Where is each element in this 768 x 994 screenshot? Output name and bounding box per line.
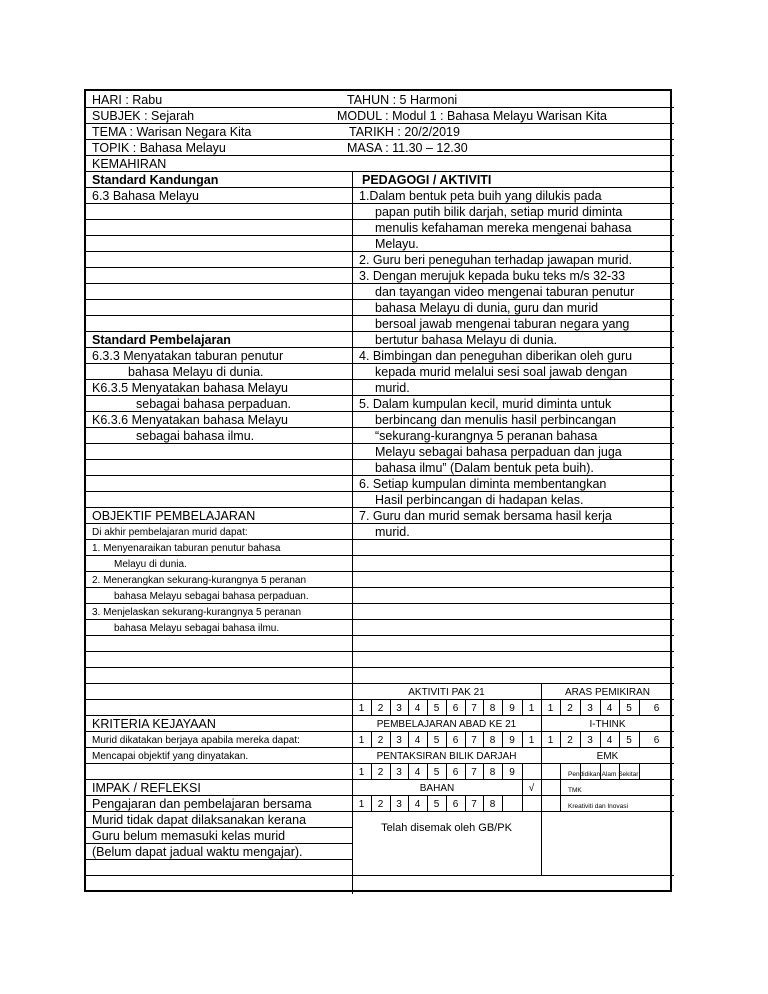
table-rule	[541, 763, 542, 779]
materials-number: 2	[377, 799, 384, 810]
table-rule	[86, 667, 352, 668]
table-rule	[86, 299, 352, 300]
21st-century-heading: PEMBELAJARAN ABAD KE 21	[376, 719, 517, 730]
objective-line: 2. Menerangkan sekurang-kurangnya 5 peranan	[92, 575, 307, 586]
success-criteria-line: Murid dikatakan berjaya apabila mereka dapat:	[92, 735, 300, 746]
pedagogy-line: bersoal jawab mengenai taburan negara yang	[375, 317, 630, 331]
table-rule	[352, 619, 674, 620]
materials-number: 1	[358, 799, 365, 810]
materials-number: 5	[433, 799, 440, 810]
content-standard-heading: Standard Kandungan	[92, 173, 219, 187]
scale-number: 2	[377, 767, 384, 778]
scale-number: 8	[489, 735, 496, 746]
table-rule	[352, 555, 674, 556]
theme-label: TEMA : Warisan Negara Kita	[92, 125, 252, 139]
table-rule	[86, 491, 352, 492]
table-rule	[86, 651, 352, 652]
table-rule	[86, 251, 352, 252]
reflection-line: (Belum dapat jadual waktu mengajar).	[92, 845, 303, 859]
materials-number: 3	[396, 799, 402, 810]
date-label: TARIKH : 20/2/2019	[349, 125, 460, 139]
table-rule	[522, 763, 523, 779]
learning-standard-line: bahasa Melayu di dunia.	[128, 365, 264, 379]
scale-number: 3	[587, 735, 593, 746]
table-rule	[86, 875, 352, 876]
scale-number: 6	[653, 703, 660, 714]
pedagogy-line: 3. Dengan merujuk kepada buku teks m/s 32-33	[359, 269, 626, 283]
materials-number: 8	[489, 799, 496, 810]
table-rule	[560, 763, 561, 779]
reflection-line: Guru belum memasuki kelas murid	[92, 829, 286, 843]
objectives-heading: OBJEKTIF PEMBELAJARAN	[92, 509, 256, 523]
scale-number: 1	[358, 767, 365, 778]
scale-number: 6	[452, 767, 459, 778]
pedagogy-line: kepada murid melalui sesi soal jawab dengan	[375, 365, 628, 379]
scale-number: 1	[528, 735, 535, 746]
scale-number: 9	[509, 735, 515, 746]
learning-standard-line: K6.3.6 Menyatakan bahasa Melayu	[92, 413, 288, 427]
materials-number: 4	[414, 799, 421, 810]
success-criteria-line: Mencapai objektif yang dinyatakan.	[92, 751, 249, 762]
scale-number: 1	[528, 703, 535, 714]
success-criteria-heading: KRITERIA KEJAYAAN	[92, 717, 216, 731]
creativity-label: Kreativiti dan Inovasi	[568, 803, 628, 810]
table-rule	[86, 171, 674, 172]
scale-number: 9	[509, 703, 515, 714]
table-rule	[352, 603, 674, 604]
reflection-heading: IMPAK / REFLEKSI	[92, 781, 201, 795]
table-rule	[86, 779, 352, 780]
table-rule	[86, 507, 352, 508]
pedagogy-line: murid.	[375, 525, 410, 539]
table-rule	[352, 667, 674, 668]
pedagogy-line: berbincang dan menulis hasil perbincangan	[375, 413, 617, 427]
table-rule	[352, 587, 674, 588]
pedagogy-line: 7. Guru dan murid semak bersama hasil kerja	[359, 509, 612, 523]
pedagogy-line: Hasil perbincangan di hadapan kelas.	[375, 493, 584, 507]
scale-number: 1	[358, 735, 365, 746]
scale-number: 2	[567, 735, 573, 746]
check-mark: √	[528, 783, 535, 794]
table-rule	[502, 795, 503, 811]
scale-number: 8	[489, 767, 496, 778]
pedagogy-line: 4. Bimbingan dan peneguhan diberikan oleh guru	[359, 349, 633, 363]
pak21-heading: AKTIVITI PAK 21	[408, 687, 485, 698]
learning-standard-line: K6.3.5 Menyatakan bahasa Melayu	[92, 381, 288, 395]
materials-number: 7	[471, 799, 477, 810]
objective-line: 1. Menyenaraikan taburan penutur bahasa	[92, 543, 281, 554]
pedagogy-line: 2. Guru beri peneguhan terhadap jawapan murid.	[359, 253, 633, 267]
pedagogy-line: bahasa Melayu di dunia, guru dan murid	[375, 301, 599, 315]
table-rule	[86, 267, 352, 268]
pedagogy-line: papan putih bilik darjah, setiap murid diminta	[375, 205, 623, 219]
reflection-line: Murid tidak dapat dilaksanakan kerana	[92, 813, 307, 827]
lesson-plan-table	[84, 89, 672, 892]
pedagogy-line: 5. Dalam kumpulan kecil, murid diminta untuk	[359, 397, 612, 411]
table-rule	[86, 715, 352, 716]
table-rule	[86, 283, 352, 284]
learning-standard-line: sebagai bahasa ilmu.	[136, 429, 255, 443]
pedagogy-heading: PEDAGOGI / AKTIVITI	[362, 173, 492, 187]
objective-line: bahasa Melayu sebagai bahasa ilmu.	[114, 623, 280, 634]
table-rule	[352, 571, 674, 572]
pedagogy-line: murid.	[375, 381, 410, 395]
objective-line: 3. Menjelaskan sekurang-kurangnya 5 peranan	[92, 607, 302, 618]
day-label: HARI : Rabu	[92, 93, 163, 107]
emk-heading: EMK	[596, 751, 619, 762]
scale-number: 7	[471, 767, 477, 778]
table-rule	[560, 779, 561, 811]
table-rule	[352, 651, 674, 652]
table-rule	[541, 795, 542, 811]
pedagogy-line: 6. Setiap kumpulan diminta membentangkan	[359, 477, 607, 491]
table-rule	[352, 875, 674, 876]
table-rule	[86, 459, 352, 460]
scale-number: 2	[377, 735, 384, 746]
objective-line: Melayu di dunia.	[114, 559, 187, 570]
scale-number: 4	[606, 703, 613, 714]
table-rule	[639, 763, 640, 779]
scale-number: 6	[452, 735, 459, 746]
pedagogy-line: menulis kefahaman mereka mengenai bahasa	[375, 221, 632, 235]
scale-number: 3	[396, 703, 402, 714]
scale-number: 7	[471, 735, 477, 746]
table-rule	[86, 219, 352, 220]
scale-number: 8	[489, 703, 496, 714]
scale-number: 1	[547, 703, 554, 714]
table-rule	[86, 315, 352, 316]
content-standard-item: 6.3 Bahasa Melayu	[92, 189, 200, 203]
ithink-heading: I-THINK	[589, 719, 626, 730]
scale-number: 3	[396, 735, 402, 746]
module-label: MODUL : Modul 1 : Bahasa Melayu Warisan Kita	[337, 109, 608, 123]
ict-label: TMK	[568, 787, 582, 794]
table-rule	[86, 331, 352, 332]
pedagogy-line: dan tayangan video mengenai taburan penutur	[375, 285, 635, 299]
class-label: TAHUN : 5 Harmoni	[347, 93, 458, 107]
pedagogy-line: Melayu.	[375, 237, 419, 251]
scale-number: 3	[396, 767, 402, 778]
pedagogy-line: bertutur bahasa Melayu di dunia.	[375, 333, 558, 347]
table-rule	[541, 811, 542, 875]
time-label: MASA : 11.30 – 12.30	[347, 141, 468, 155]
thinking-level-heading: ARAS PEMIKIRAN	[564, 687, 651, 698]
objective-line: bahasa Melayu sebagai bahasa perpaduan.	[114, 591, 309, 602]
scale-number: 5	[626, 735, 632, 746]
scale-number: 4	[414, 735, 421, 746]
classroom-assessment-heading: PENTAKSIRAN BILIK DARJAH	[376, 751, 517, 762]
materials-heading: BAHAN	[419, 783, 455, 794]
scale-number: 4	[414, 767, 421, 778]
pedagogy-line: 1.Dalam bentuk peta buih yang dilukis pada	[359, 189, 602, 203]
pedagogy-line: “sekurang-kurangnya 5 peranan bahasa	[375, 429, 598, 443]
table-rule	[352, 683, 674, 684]
table-rule	[86, 235, 352, 236]
materials-number: 6	[452, 799, 459, 810]
scale-number: 5	[433, 703, 440, 714]
pedagogy-line: Melayu sebagai bahasa perpaduan dan juga	[375, 445, 622, 459]
skills-label: KEMAHIRAN	[92, 157, 167, 171]
table-rule	[86, 683, 352, 684]
objectives-intro: Di akhir pembelajaran murid dapat:	[92, 527, 248, 538]
pedagogy-line: bahasa ilmu” (Dalam bentuk peta buih).	[375, 461, 594, 475]
scale-number: 5	[433, 767, 440, 778]
table-rule	[541, 779, 542, 795]
scale-number: 3	[587, 703, 593, 714]
subject-label: SUBJEK : Sejarah	[92, 109, 195, 123]
environment-education-label: Pendidikan Alam Sekitar	[568, 771, 639, 778]
learning-standard-line: 6.3.3 Menyatakan taburan penutur	[92, 349, 284, 363]
scale-number: 9	[509, 767, 515, 778]
topic-label: TOPIK : Bahasa Melayu	[92, 141, 226, 155]
scale-number: 4	[606, 735, 613, 746]
scale-number: 1	[547, 735, 554, 746]
scale-number: 2	[377, 703, 384, 714]
learning-standard-heading: Standard Pembelajaran	[92, 333, 231, 347]
scale-number: 6	[452, 703, 459, 714]
scale-number: 2	[567, 703, 573, 714]
scale-number: 4	[414, 703, 421, 714]
reflection-line: Pengajaran dan pembelajaran bersama	[92, 797, 312, 811]
table-rule	[86, 475, 352, 476]
scale-number: 5	[626, 703, 632, 714]
scale-number: 6	[653, 735, 660, 746]
scale-number: 7	[471, 703, 477, 714]
learning-standard-line: sebagai bahasa perpaduan.	[136, 397, 291, 411]
scale-number: 1	[358, 703, 365, 714]
table-rule	[352, 635, 674, 636]
table-rule	[86, 699, 352, 700]
reviewed-by-label: Telah disemak oleh GB/PK	[381, 822, 512, 834]
scale-number: 5	[433, 735, 440, 746]
